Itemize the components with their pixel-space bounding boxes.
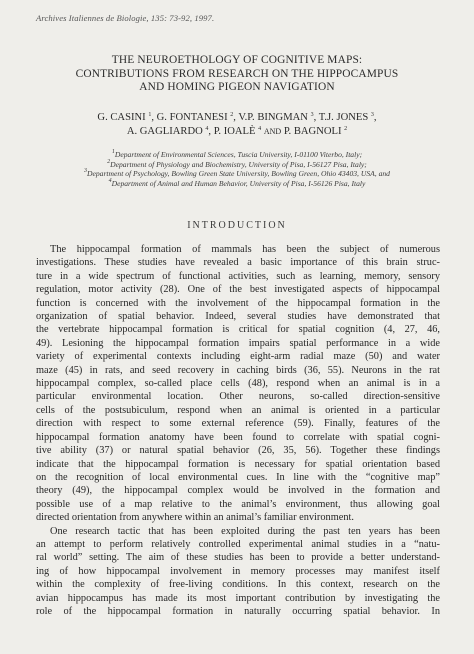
body-line: direction with respect to some external reference (59). Finally, features of the <box>36 418 440 430</box>
author-line: G. CASINI $^1$, G. FONTANESI $^2$, V.P. BINGMAN $^3$, T.J. JONES $^3$, <box>97 112 377 123</box>
body-line: 49). Lesioning the hippocampal formation impairs spatial performance in a wide <box>36 337 440 349</box>
body-line: One research tactic that has been exploited during the past ten years has been <box>50 525 440 537</box>
journal-citation: Archives Italiennes de Biologie, 135: 73-92, 1997. <box>36 13 215 23</box>
author-affiliation-mark: 2 <box>344 125 348 132</box>
body-line: possible use of a map relative to the animal’s environment, thus allowing goal <box>36 498 440 510</box>
body-line: maze (45) in rats, and seed recovery in caching birds (36, 55). Neurons in the rat <box>36 364 440 376</box>
author-name: , P. IOALÈ <box>208 125 256 137</box>
body-line: on the recognition of local environmental cues. In line with the “cognitive map” <box>36 471 440 483</box>
author-affiliation-mark: 3 <box>310 112 314 118</box>
body-line: theory (49), the hippocampal complex would be involved in the formation and <box>36 485 440 497</box>
affiliation-text: Department of Physiology and Biochemistry, University of Pisa, I-56127 Pisa, Italy; <box>110 159 367 169</box>
affiliations <box>20 150 454 188</box>
body-line: organization of spatial behavior. Indeed, several studies have demonstrated that <box>36 311 440 323</box>
body-line: ing of how hippocampal involvement in memory processes may manifest itself <box>36 565 440 577</box>
body-line: an attempt to perform relatively controlled experimental animal studies in a “natu- <box>36 538 440 550</box>
body-line: role of the hippocampal formation in naturally occurring spatial behavior. In <box>36 605 440 617</box>
section-heading: INTRODUCTION <box>187 220 287 231</box>
affiliation-line <box>20 150 454 160</box>
affiliation-mark: 4 <box>108 177 112 184</box>
body-line: indicate that the hippocampal formation is necessary for spatial orientation based <box>36 458 440 470</box>
body-line: ral world” setting. The aim of these studies has been to provide a better understand- <box>36 552 440 564</box>
author-name: A. GAGLIARDO <box>126 125 203 137</box>
title-line: AND HOMING PIGEON NAVIGATION <box>139 81 335 94</box>
body-line: investigations. These studies have revealed a basic importance of this brain struc- <box>36 257 440 269</box>
title-line: CONTRIBUTIONS FROM RESEARCH ON THE HIPPOCAMPUS <box>75 67 399 80</box>
body-line: variety of experimental contexts including eight-arm radial maze (50) and water <box>36 351 440 363</box>
author-list <box>20 111 454 139</box>
title-line: THE NEUROETHOLOGY OF COGNITIVE MAPS: <box>111 54 363 66</box>
body-line: tive ability (37) or natural spatial behavior (26, 35, 56). Together these findings <box>36 445 440 457</box>
author-affiliation-mark: 2 <box>230 112 234 118</box>
affiliation-text: Department of Animal and Human Behavior, University of Pisa, I-56126 Pisa, Italy <box>111 178 366 188</box>
author-name: , G. FONTANESI <box>151 112 228 123</box>
body-line: particular environmental location. Other neurons, so-called direction-sensitive <box>36 391 440 403</box>
affiliation-line <box>20 179 454 189</box>
affiliation-text: Department of Environmental Sciences, Tuscia University, I-01100 Viterbo, Italy; <box>114 150 363 159</box>
body-text <box>36 243 440 618</box>
body-line: within the complexity of free-living conditions. In this context, research on the <box>36 579 440 591</box>
body-line: cells of the postsubiculum, respond when an animal is oriented in a particular <box>36 404 440 416</box>
article-title <box>20 54 454 95</box>
author-name: G. CASINI <box>97 112 146 123</box>
body-line: The hippocampal formation of mammals has been the subject of numerous <box>50 244 440 255</box>
body-line: regulation, motor activity (28). One of the best investigated aspects of hippocampal <box>36 284 440 296</box>
author-affiliation-mark: 1 <box>148 112 152 118</box>
body-line: function is concerned with the involvement of the hippocampal formation in the <box>36 297 440 309</box>
author-affiliation-mark: 4 <box>205 125 209 132</box>
affiliation-mark: 2 <box>107 158 111 165</box>
affiliation-mark: 1 <box>111 149 115 155</box>
body-line: hippocampal formation anatomy have been found to correlate with spatial cogni- <box>36 431 440 443</box>
author-name: P. BAGNOLI <box>283 125 342 137</box>
affiliation-mark: 3 <box>84 168 88 175</box>
body-line: the vertebrate hippocampal formation is critical for spatial cognition (4, 27, 46, <box>36 324 440 336</box>
body-line: hippocampal complex, so-called place cells (48), respond when an animal is in a <box>36 378 440 390</box>
author-conjunction: AND <box>263 126 282 136</box>
body-line: ture in a wide spectrum of functional activities, such as learning, memory, sensory <box>36 270 440 282</box>
author-name: , T.J. JONES <box>313 112 369 123</box>
body-line: directed orientation from anywhere within an animal’s familiar environment. <box>36 512 354 524</box>
body-line: avian hippocampus has made its most important contribution by investigating the <box>36 592 440 604</box>
author-line <box>20 125 454 139</box>
affiliation-line <box>20 169 454 179</box>
affiliation-text: Department of Psychology, Bowling Green State University, Bowling Green, Ohio 43403, USA, and <box>87 169 390 179</box>
author-affiliation-mark: 3 <box>370 112 374 118</box>
author-name: , V.P. BINGMAN <box>233 112 308 123</box>
author-affiliation-mark: 4 <box>258 125 262 132</box>
